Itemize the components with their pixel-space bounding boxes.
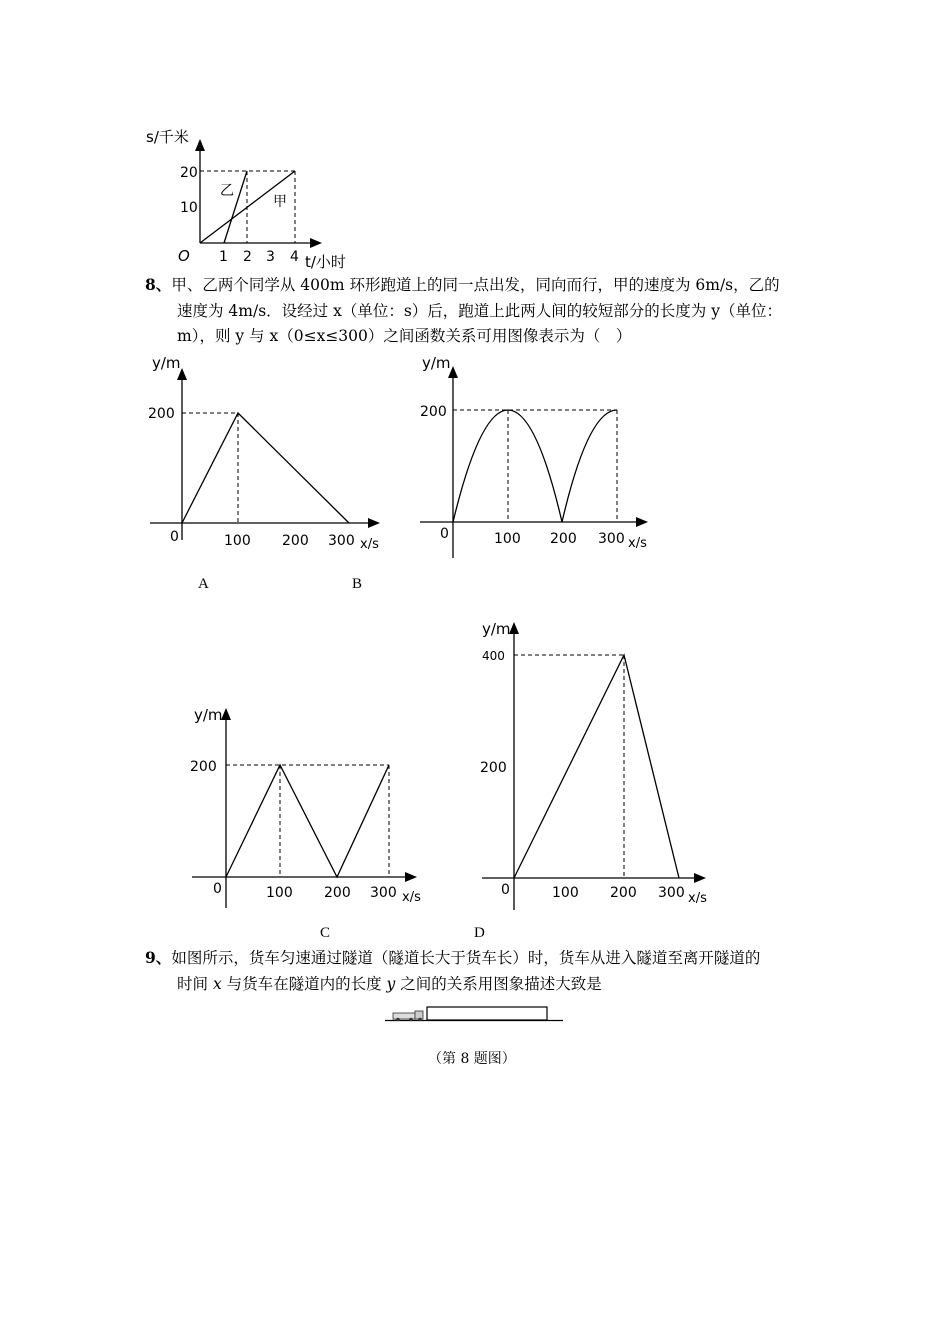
top-series-label-jia: 甲 [273, 194, 287, 210]
option-c-y-tick-200: 200 [190, 759, 217, 775]
option-b-x-tick-100: 100 [494, 531, 521, 547]
option-d-x-axis-label: x/s [688, 891, 707, 906]
option-d-origin: 0 [501, 882, 510, 898]
top-distance-time-graph [140, 125, 360, 270]
top-x-tick-1: 1 [219, 249, 228, 265]
top-x-tick-4: 4 [290, 249, 299, 265]
top-x-tick-3: 3 [266, 249, 275, 265]
top-x-axis-label: t/小时 [305, 253, 346, 271]
option-b-y-tick-200: 200 [420, 404, 447, 420]
option-a-y-tick-200: 200 [148, 406, 175, 422]
top-x-tick-2: 2 [243, 249, 252, 265]
option-d-y-tick-200: 200 [480, 760, 507, 776]
option-c-origin: 0 [213, 881, 222, 897]
question-9-line-2: 时间 x 与货车在隧道内的长度 y 之间的关系用图象描述大致是 [177, 975, 602, 993]
question-9-line-1: 9、如图所示，货车匀速通过隧道（隧道长大于货车长）时，货车从进入隧道至离开隧道的 [145, 948, 761, 967]
option-a-y-axis-label: y/m [152, 354, 181, 372]
variable-x: x [212, 975, 222, 993]
option-d-y-axis-label: y/m [482, 620, 511, 638]
option-d-x-tick-200: 200 [610, 885, 637, 901]
option-b-x-tick-200: 200 [550, 531, 577, 547]
option-a-label: A [198, 576, 209, 592]
top-y-axis-label: s/千米 [146, 128, 189, 146]
option-b-origin: 0 [440, 526, 449, 542]
option-b-graph [410, 350, 670, 560]
top-series-label-yi: 乙 [220, 183, 234, 199]
top-y-tick-10: 10 [180, 200, 198, 216]
question-8-line-2: 速度为 4m/s．设经过 x（单位：s）后，跑道上此两人间的较短部分的长度为 y（单位： [177, 302, 782, 320]
option-d-label: D [474, 925, 485, 941]
option-b-x-tick-300: 300 [598, 531, 625, 547]
option-b-x-axis-label: x/s [628, 536, 647, 551]
question-8-number: 8 [145, 275, 156, 294]
option-c-x-tick-100: 100 [266, 885, 293, 901]
variable-y: y [386, 975, 396, 993]
option-d-x-tick-300: 300 [658, 885, 685, 901]
truck-icon [393, 1011, 423, 1021]
option-d-x-tick-100: 100 [552, 885, 579, 901]
option-b-y-axis-label: y/m [422, 354, 451, 372]
option-a-origin: 0 [170, 529, 179, 545]
option-a-x-tick-100: 100 [224, 533, 251, 549]
option-a-x-tick-200: 200 [282, 533, 309, 549]
top-y-tick-20: 20 [180, 165, 198, 181]
question-8-text-1: 甲、乙两个同学从 400m 环形跑道上的同一点出发，同向而行，甲的速度为 6m/s，乙的 [171, 276, 780, 294]
top-origin: O [178, 247, 190, 265]
option-c-x-axis-label: x/s [402, 890, 421, 905]
option-c-x-tick-300: 300 [370, 885, 397, 901]
question-9-text-1: 如图所示，货车匀速通过隧道（隧道长大于货车长）时，货车从进入隧道至离开隧道的 [171, 949, 761, 967]
question-8-line-3: m），则 y 与 x（0≤x≤300）之间函数关系可用图像表示为（ ） [177, 327, 632, 345]
option-c-label: C [320, 925, 331, 941]
option-a-x-tick-300: 300 [328, 533, 355, 549]
option-d-y-tick-400: 400 [482, 649, 505, 663]
figure-caption: （第 8 题图） [428, 1051, 516, 1067]
question-9-number: 9 [145, 948, 156, 967]
option-c-y-axis-label: y/m [194, 706, 223, 724]
truck-tunnel-figure [385, 1005, 570, 1025]
option-c-graph [182, 700, 442, 910]
question-8-line-1: 8、甲、乙两个同学从 400m 环形跑道上的同一点出发，同向而行，甲的速度为 6m/s，乙的 [145, 275, 780, 294]
option-d-graph [474, 612, 734, 912]
option-c-x-tick-200: 200 [324, 885, 351, 901]
tunnel [427, 1007, 547, 1020]
option-a-graph [140, 350, 390, 560]
option-a-x-axis-label: x/s [360, 537, 379, 552]
option-b-label: B [352, 576, 363, 592]
